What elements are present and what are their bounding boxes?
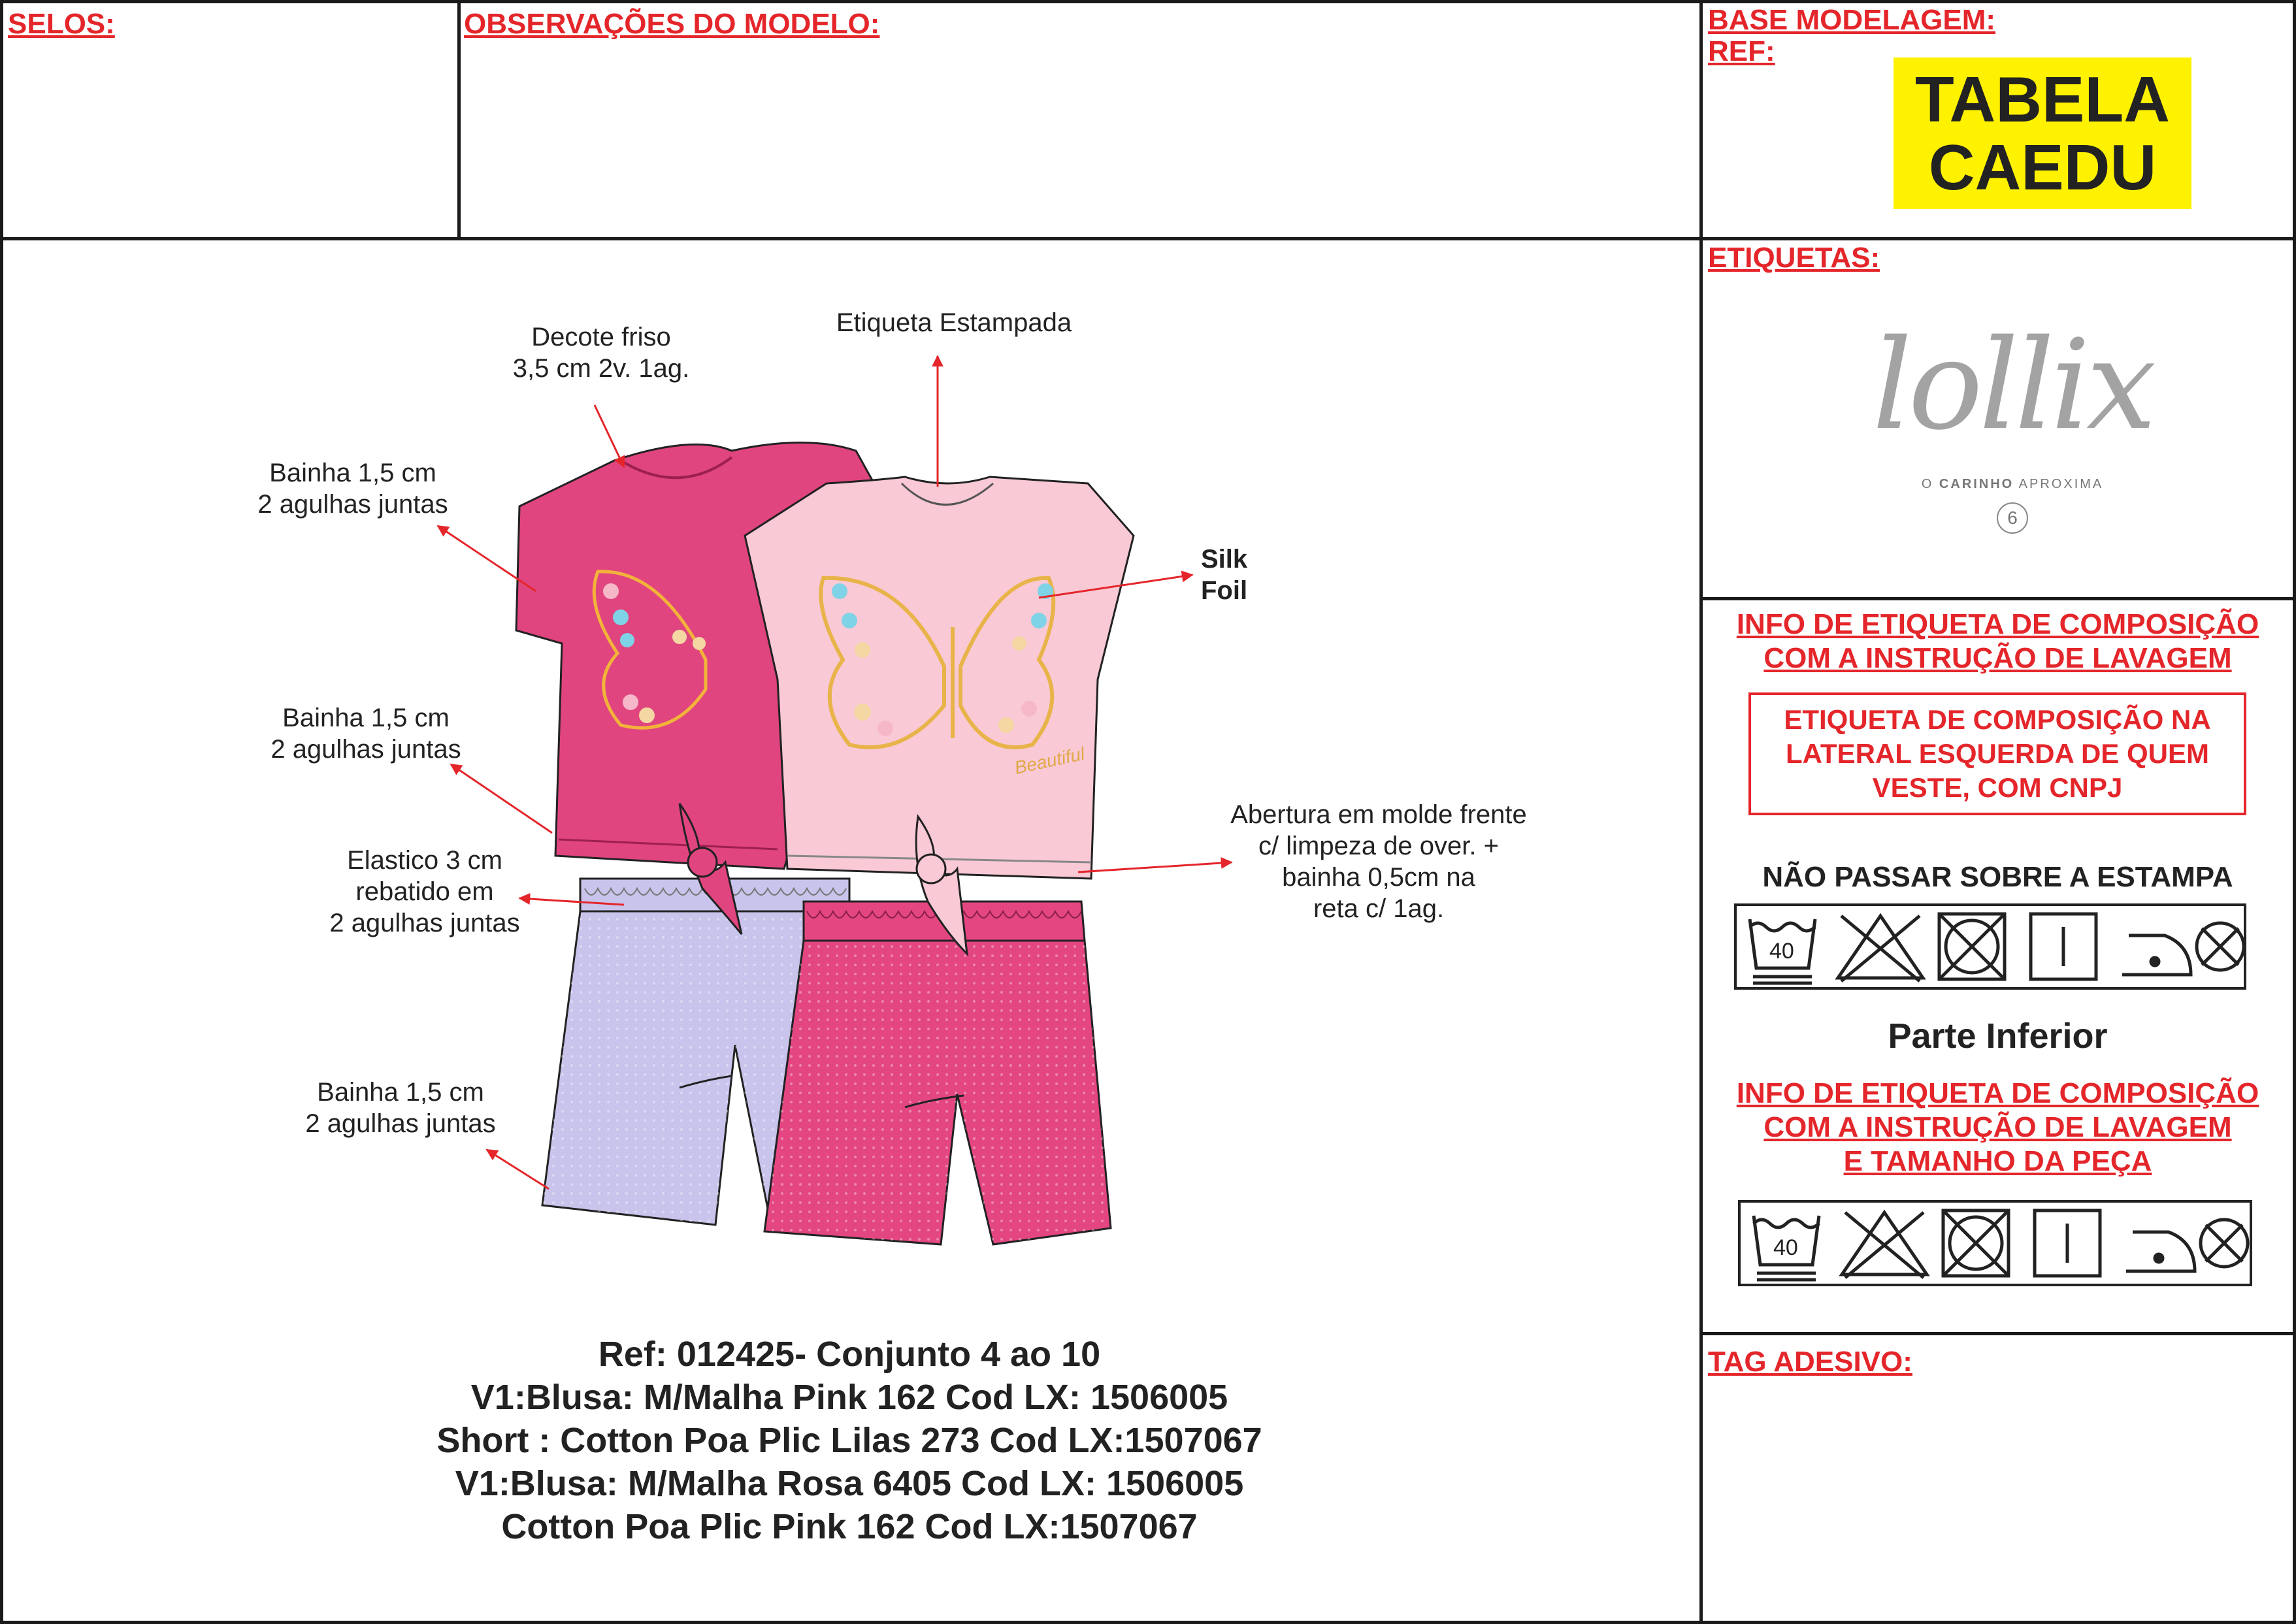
- iron-low-icon: [2126, 1232, 2195, 1271]
- tabela-line2: CAEDU: [1928, 131, 2157, 203]
- reference-line5: Cotton Poa Plic Pink 162 Cod LX:1507067: [501, 1507, 1198, 1546]
- reference-line4: V1:Blusa: M/Malha Rosa 6405 Cod LX: 1506005: [455, 1464, 1244, 1503]
- no-tumble-dry-icon: [1939, 914, 2005, 979]
- pink-short: [764, 901, 1111, 1244]
- no-bleach-icon: [1842, 1212, 1927, 1278]
- lollix-tagline: [1869, 477, 2156, 492]
- ref-label: REF:: [1708, 35, 1775, 67]
- no-tumble-dry-icon: [1943, 1210, 2009, 1276]
- abertura-line1: Abertura em molde frente: [1230, 800, 1527, 829]
- bainha-bottom-note: [270, 1077, 531, 1139]
- selos-label: SELOS:: [8, 8, 115, 40]
- decote-line1: Decote friso: [531, 323, 671, 351]
- observacoes-label: OBSERVAÇÕES DO MODELO:: [464, 8, 880, 40]
- bainha-top-line1: Bainha 1,5 cm: [269, 459, 436, 487]
- tabela-caedu-badge: [1894, 57, 2191, 209]
- elastico-line2: rebatido em: [355, 877, 494, 906]
- bainha-mid-line2: 2 agulhas juntas: [271, 735, 461, 764]
- garment-illustration: [0, 237, 1699, 1335]
- bainha-mid-note: [235, 702, 497, 765]
- no-dry-clean-icon: [2201, 1220, 2248, 1267]
- bainha-top-line2: 2 agulhas juntas: [257, 490, 448, 519]
- tag-adesivo-label: TAG ADESIVO:: [1708, 1346, 1912, 1378]
- composicao-notice: [1748, 692, 2246, 815]
- etiquetas-label: ETIQUETAS:: [1708, 242, 1880, 274]
- decote-line2: 3,5 cm 2v. 1ag.: [512, 354, 690, 383]
- abertura-line2: c/ limpeza de over. +: [1258, 832, 1499, 860]
- reference-line3: Short : Cotton Poa Plic Lilas 273 Cod LX:1507067: [436, 1421, 1262, 1460]
- reference-line1: Ref: 012425- Conjunto 4 ao 10: [598, 1335, 1101, 1374]
- comp-line2: LATERAL ESQUERDA DE QUEM: [1786, 738, 2209, 769]
- lollix-logo-text: lollix: [1872, 313, 2153, 457]
- bainha-top-note: [222, 457, 484, 520]
- tagline-part1: O: [1921, 477, 1939, 491]
- lollix-logo: [1869, 307, 2156, 568]
- comp-line1: ETIQUETA DE COMPOSIÇÃO NA: [1784, 704, 2211, 735]
- parte-inferior-label: Parte Inferior: [1888, 1016, 2108, 1056]
- info2-line1: INFO DE ETIQUETA DE COMPOSIÇÃO: [1736, 1077, 2259, 1109]
- tagline-part3: APROXIMA: [2014, 477, 2104, 491]
- iron-low-icon: [2122, 935, 2191, 975]
- silk-line1: Silk: [1201, 545, 1248, 574]
- shirt-print-text: Beautiful: [1012, 743, 1087, 778]
- silk-foil-note: [1201, 544, 1273, 606]
- size-badge: 6: [1997, 502, 2028, 534]
- abertura-line4: reta c/ 1ag.: [1313, 894, 1445, 923]
- tagline-part2: CARINHO: [1939, 477, 2014, 491]
- care-symbols-top: [1734, 903, 2246, 990]
- abertura-note: [1183, 799, 1575, 924]
- no-dry-clean-icon: [2197, 923, 2244, 970]
- elastico-line1: Elastico 3 cm: [347, 846, 502, 875]
- wash-temp-top: 40: [1769, 939, 1794, 964]
- care-symbols-bottom: [1738, 1200, 2252, 1286]
- info-composicao-bottom: [1709, 1077, 2287, 1178]
- tabela-line1: TABELA: [1914, 63, 2171, 135]
- no-bleach-icon: [1838, 916, 1923, 981]
- etiqueta-estampada-note: Etiqueta Estampada: [836, 308, 1072, 337]
- bainha-mid-line1: Bainha 1,5 cm: [282, 704, 450, 732]
- info2-line2: COM A INSTRUÇÃO DE LAVAGEM: [1763, 1111, 2232, 1143]
- wash-temp-bottom: 40: [1773, 1235, 1798, 1260]
- info1-line2: COM A INSTRUÇÃO DE LAVAGEM: [1763, 642, 2232, 674]
- line-dry-icon: [2031, 914, 2096, 979]
- reference-line2: V1:Blusa: M/Malha Pink 162 Cod LX: 1506005: [470, 1378, 1228, 1417]
- reference-block: [327, 1333, 1372, 1548]
- nao-passar-label: NÃO PASSAR SOBRE A ESTAMPA: [1762, 861, 2233, 893]
- info1-line1: INFO DE ETIQUETA DE COMPOSIÇÃO: [1736, 608, 2259, 640]
- line-dry-icon: [2035, 1210, 2100, 1276]
- elastico-line3: 2 agulhas juntas: [329, 909, 520, 937]
- info-composicao-top: [1709, 608, 2287, 675]
- elastico-note: [294, 845, 555, 939]
- bainha-bottom-line2: 2 agulhas juntas: [305, 1109, 496, 1138]
- comp-line3: VESTE, COM CNPJ: [1872, 772, 2123, 803]
- silk-line2: Foil: [1201, 576, 1248, 605]
- info2-line3: E TAMANHO DA PEÇA: [1843, 1145, 2152, 1177]
- base-modelagem-label: BASE MODELAGEM:: [1708, 4, 1995, 36]
- bainha-bottom-line1: Bainha 1,5 cm: [317, 1078, 484, 1107]
- abertura-line3: bainha 0,5cm na: [1282, 863, 1475, 892]
- decote-note: [497, 321, 706, 384]
